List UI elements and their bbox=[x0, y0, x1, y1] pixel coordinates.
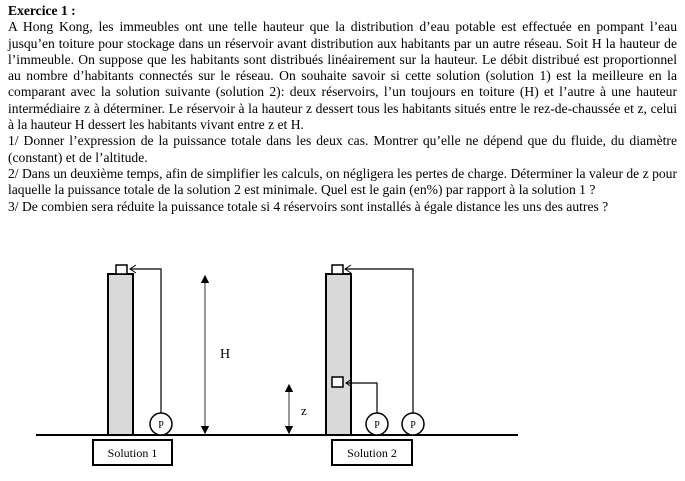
question-1: 1/ Donner l’expression de la puissance totale dans les deux cas. Montrer qu’elle ne dépend que du fluide, du diamètre (constant) et de l’altitude. bbox=[8, 133, 677, 165]
height-label: H bbox=[220, 347, 231, 362]
pump-roof-solution-2 bbox=[402, 413, 424, 435]
roof-tank-solution-2 bbox=[332, 265, 343, 274]
solution-1-label: Solution 1 bbox=[107, 446, 158, 460]
question-2: 2/ Dans un deuxième temps, afin de simplifier les calculs, on négligera les pertes de charge. Déterminer la valeur de z pour laquelle la puissance totale de la solution 2 est minimale. Quel est le gain (en%) par rapport à la solution 1 ? bbox=[8, 165, 677, 198]
intermediate-tank-solution-2 bbox=[332, 377, 343, 387]
pump-label: P bbox=[158, 420, 164, 431]
exercise-title: Exercice 1 : bbox=[8, 3, 76, 18]
exercise-intro: A Hong Kong, les immeubles ont une telle hauteur que la distribution d’eau potable est effectuée en pompant l’eau jusqu’en toiture pour stockage dans un réservoir avant distribution aux habitants par un autre réseau. Soit H la hauteur de l’immeuble. On suppose que les habitants sont distribués linéairement sur la hauteur. Le débit distribué est proportionnel au nombre d’habitants connectés sur le réseau. On souhaite savoir si cette solution (solution 1) est la meilleure en la comparant avec la solution suivante (solution 2): deux réservoirs, l’un toujours en toiture (H) et l’autre à une hauteur intermédiaire z à déterminer. Le réservoir à la hauteur z dessert tous les habitants situés entre le rez-de-chaussée et z, celui à la hauteur H dessert les habitants vivant entre z et H. bbox=[8, 19, 677, 133]
pump-label: P bbox=[410, 420, 416, 431]
pump-solution-1 bbox=[150, 413, 172, 435]
building-solution-2 bbox=[326, 274, 351, 435]
solution-2-label: Solution 2 bbox=[347, 446, 397, 460]
z-label: z bbox=[301, 403, 307, 418]
building-solution-1 bbox=[108, 274, 133, 435]
pump-label: P bbox=[374, 420, 380, 431]
question-3: 3/ De combien sera réduite la puissance totale si 4 réservoirs sont installés à égale distance les uns des autres ? bbox=[8, 198, 609, 214]
pipe-solution-1 bbox=[130, 269, 161, 413]
roof-tank-solution-1 bbox=[116, 265, 127, 274]
pipe-roof-solution-2 bbox=[345, 269, 413, 413]
pump-intermediate-solution-2 bbox=[366, 413, 388, 435]
